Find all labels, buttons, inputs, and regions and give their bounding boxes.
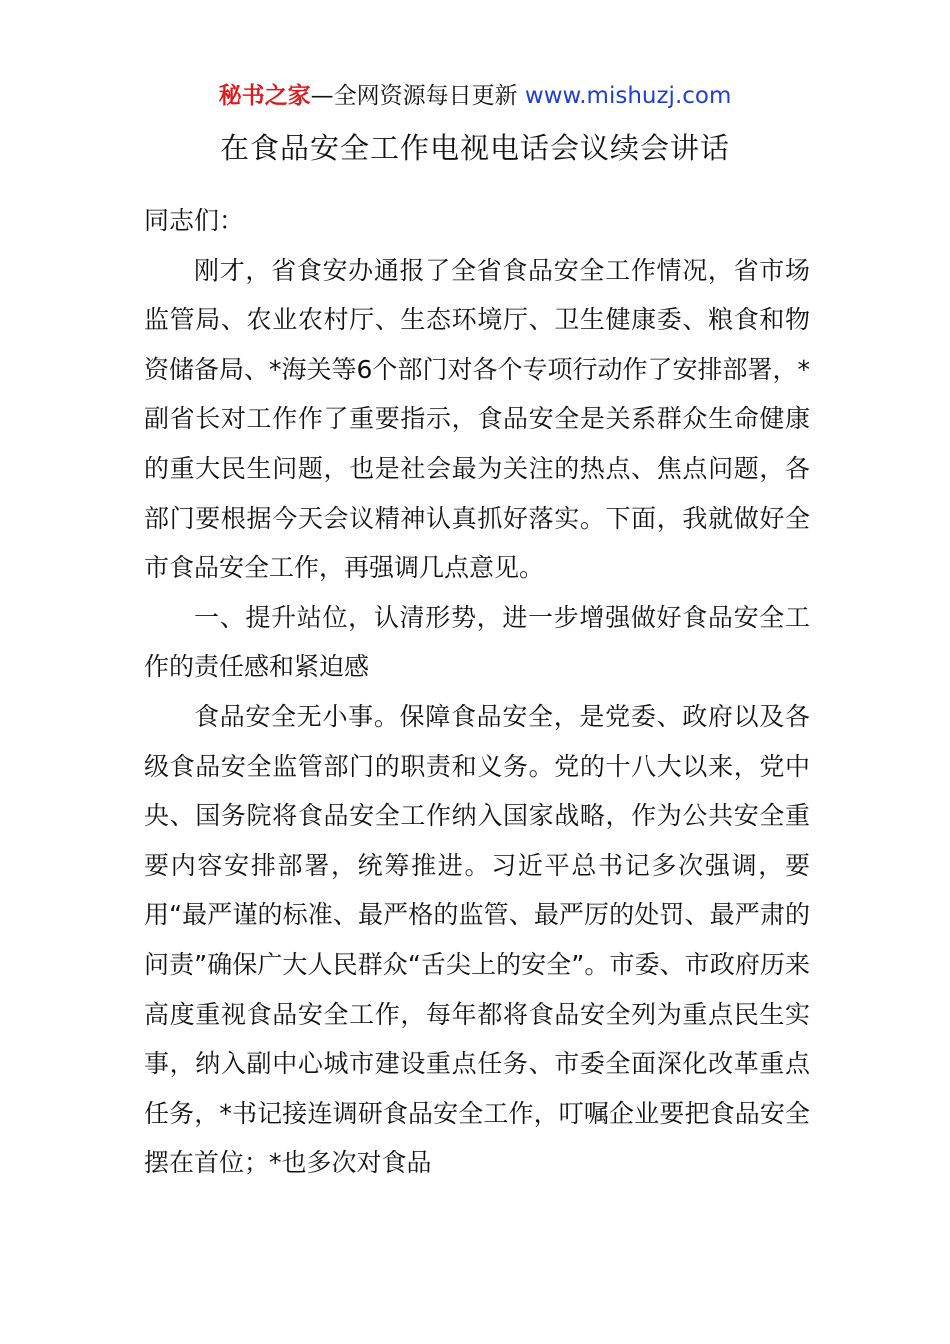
paragraph-food-safety: 食品安全无小事。保障食品安全，是党委、政府以及各级食品安全监管部门的职责和义务。党的十八大以来，党中央、国务院将食品安全工作纳入国家战略，作为公共安全重要内容安排部署，统筹推进。习近平总书记多次强调，要用“最严谨的标准、最严格的监管、最严厉的处罚、最严肃的问责”确保广大人民群众“舌尖上的安全”。市委、市政府历来高度重视食品安全工作，每年都将食品安全列为重点民生实事，纳入副中心城市建设重点任务、市委全面深化改革重点任务，*书记接连调研食品安全工作，叮嘱企业要把食品安全摆在首位；*也多次对食品: [144, 701, 810, 1178]
document-title: 在食品安全工作电视电话会议续会讲话: [219, 131, 730, 165]
site-header: [0, 80, 950, 112]
site-brand: 秘书之家: [218, 83, 311, 109]
greeting: 同志们：: [144, 206, 245, 235]
paragraph-intro: 刚才，省食安办通报了全省食品安全工作情况，省市场监管局、农业农村厅、生态环境厅、卫生健康委、粮食和物资储备局、*海关等6个部门对各个专项行动作了安排部署，*副省长对工作作了重要指示，食品安全是关系群众生命健康的重大民生问题，也是社会最为关注的热点、焦点问题，各部门要根据今天会议精神认真抓好落实。下面，我就做好全市食品安全工作，再强调几点意见。: [144, 255, 810, 583]
section-heading-1: 一、提升站位，认清形势，进一步增强做好食品安全工作的责任感和紧迫感: [144, 602, 810, 682]
site-tagline: —全网资源每日更新: [310, 83, 525, 109]
site-url-link[interactable]: www.mishuzj.com: [524, 83, 732, 109]
document-body: [144, 196, 810, 1188]
